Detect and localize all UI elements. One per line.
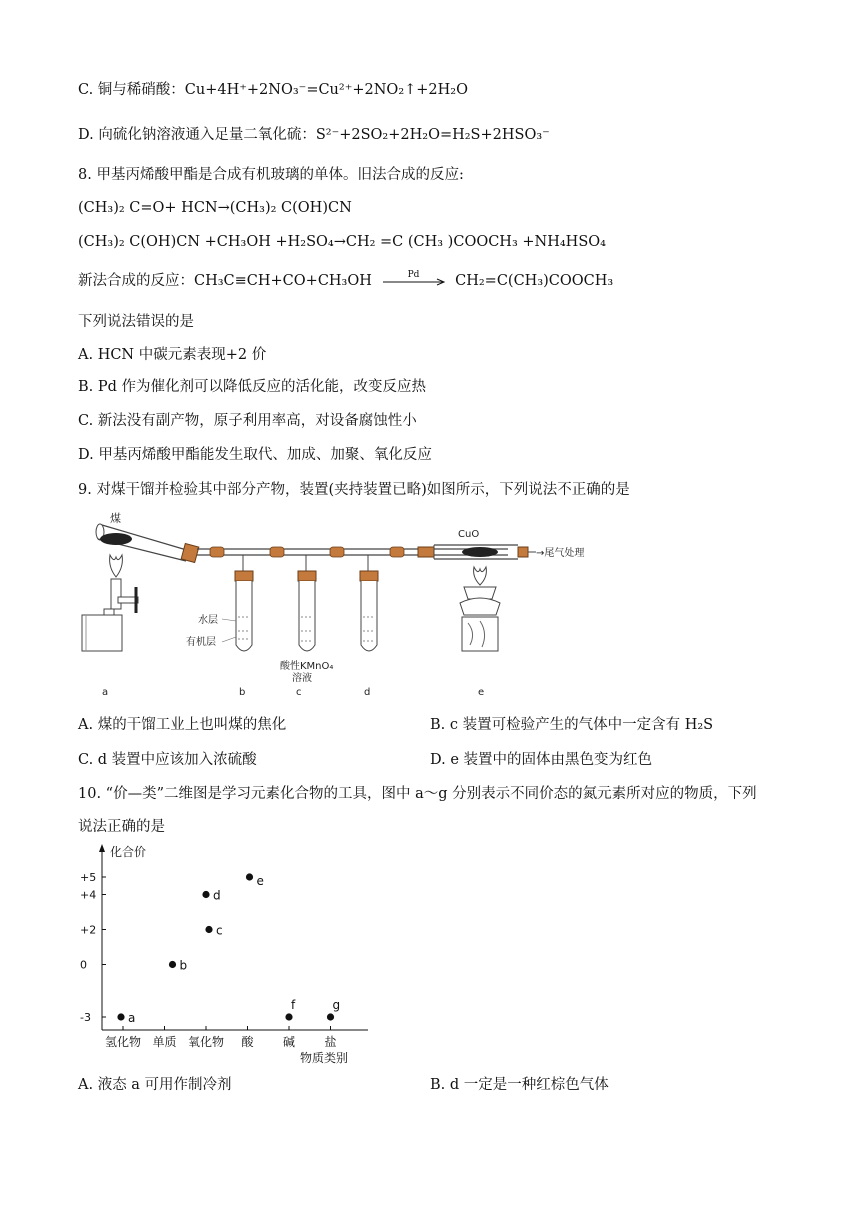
point-c bbox=[205, 926, 212, 933]
point-b bbox=[169, 961, 176, 968]
label-a: a bbox=[102, 687, 109, 698]
y-tick-label: 0 bbox=[80, 958, 87, 972]
label-d: d bbox=[364, 687, 371, 698]
catalyst-arrow bbox=[381, 270, 447, 288]
solution-label: 溶液 bbox=[292, 673, 312, 684]
x-category-label: 碱 bbox=[282, 1035, 296, 1049]
point-label-c: c bbox=[216, 923, 223, 938]
q8-option-c: C. 新法没有副产物，原子利用率高，对设备腐蚀性小 bbox=[78, 413, 417, 429]
q8-option-d: D. 甲基丙烯酸甲酯能发生取代、加成、加聚、氧化反应 bbox=[78, 447, 432, 463]
q8-equation-1: (CH₃)₂ C=O+ HCN→(CH₃)₂ C(OH)CN bbox=[78, 200, 352, 216]
point-label-d: d bbox=[213, 888, 221, 903]
catalyst-label: Pd bbox=[407, 270, 420, 280]
x-category-label: 氢化物 bbox=[104, 1035, 142, 1049]
q8-question: 下列说法错误的是 bbox=[78, 314, 194, 330]
q10-stem: 10. “价—类”二维图是学习元素化合物的工具，图中 a～g 分别表示不同价态的氮元素所对应的物质，下列 bbox=[78, 786, 757, 802]
x-category-label: 酸 bbox=[241, 1035, 254, 1049]
q9-option-a: A. 煤的干馏工业上也叫煤的焦化 bbox=[78, 717, 287, 733]
q8-option-b: B. Pd 作为催化剂可以降低反应的活化能，改变反应热 bbox=[78, 379, 427, 395]
point-label-b: b bbox=[179, 958, 188, 973]
device-a bbox=[82, 511, 199, 698]
q8-option-a: A. HCN 中碳元素表现+2 价 bbox=[78, 347, 267, 363]
q9-option-b: B. c 装置可检验产生的气体中一定含有 H₂S bbox=[430, 717, 714, 733]
q10-option-a: A. 液态 a 可用作制冷剂 bbox=[78, 1077, 232, 1093]
q9-option-c: C. d 装置中应该加入浓硫酸 bbox=[78, 752, 257, 768]
label-b: b bbox=[239, 687, 246, 698]
q8-equation-3-reactants: 新法合成的反应：CH₃C≡CH+CO+CH₃OH bbox=[78, 273, 372, 289]
q8-stem: 8. 甲基丙烯酸甲酯是合成有机玻璃的单体。旧法合成的反应: bbox=[78, 167, 464, 183]
q10-option-b: B. d 一定是一种红棕色气体 bbox=[430, 1077, 609, 1093]
cuo-label: CuO bbox=[458, 529, 480, 540]
y-tick-label: +2 bbox=[80, 923, 97, 937]
point-label-g: g bbox=[332, 998, 341, 1012]
point-f bbox=[285, 1013, 292, 1020]
point-g bbox=[327, 1013, 334, 1020]
point-a bbox=[117, 1013, 124, 1020]
q9-stem: 9. 对煤干馏并检验其中部分产物，装置(夹持装置已略)如图所示，下列说法不正确的是 bbox=[78, 482, 630, 498]
point-label-a: a bbox=[128, 1011, 136, 1025]
q8-equation-3 bbox=[78, 271, 613, 291]
device-e bbox=[418, 529, 584, 698]
q10-stem-continued: 说法正确的是 bbox=[78, 819, 165, 835]
y-tick-label: +4 bbox=[80, 888, 97, 902]
y-tick-label: +5 bbox=[80, 871, 97, 884]
x-axis-label: 物质类别 bbox=[300, 1051, 349, 1065]
point-e bbox=[246, 873, 253, 880]
point-label-f: f bbox=[291, 998, 296, 1012]
device-c bbox=[280, 555, 333, 698]
q8-equation-3-product: CH₂=C(CH₃)COOCH₃ bbox=[455, 273, 614, 289]
kmno4-label: 酸性KMnO₄ bbox=[280, 661, 334, 672]
y-axis-arrow-icon bbox=[99, 844, 105, 852]
x-category-label: 盐 bbox=[324, 1035, 337, 1049]
organic-layer-label: 有机层 bbox=[186, 637, 216, 648]
y-tick-label: -3 bbox=[80, 1011, 91, 1024]
q7-option-d: D. 向硫化钠溶液通入足量二氧化硫：S²⁻+2SO₂+2H₂O=H₂S+2HSO₃⁻ bbox=[78, 127, 550, 143]
q9-option-d: D. e 装置中的固体由黑色变为红色 bbox=[430, 752, 653, 768]
x-category-label: 单质 bbox=[152, 1035, 177, 1049]
point-d bbox=[202, 891, 209, 898]
water-layer-label: 水层 bbox=[198, 615, 218, 626]
device-d bbox=[360, 555, 378, 698]
x-category-label: 氧化物 bbox=[187, 1035, 225, 1049]
device-b bbox=[186, 555, 253, 698]
label-e: e bbox=[478, 687, 485, 698]
coal-label: 煤 bbox=[110, 512, 121, 525]
q8-equation-2: (CH₃)₂ C(OH)CN +CH₃OH +H₂SO₄→CH₂ =C (CH₃ )COOCH₃ +NH₄HSO₄ bbox=[78, 234, 606, 250]
q7-option-c: C. 铜与稀硝酸：Cu+4H⁺+2NO₃⁻=Cu²⁺+2NO₂↑+2H₂O bbox=[78, 82, 468, 98]
valence-class-chart bbox=[78, 840, 378, 1070]
y-axis-label: 化合价 bbox=[110, 845, 147, 859]
arrow-icon bbox=[381, 274, 447, 288]
point-label-e: e bbox=[256, 874, 264, 888]
label-c: c bbox=[296, 687, 302, 698]
coal-distillation-apparatus bbox=[78, 505, 838, 705]
tail-gas-label: →尾气处理 bbox=[536, 548, 585, 559]
